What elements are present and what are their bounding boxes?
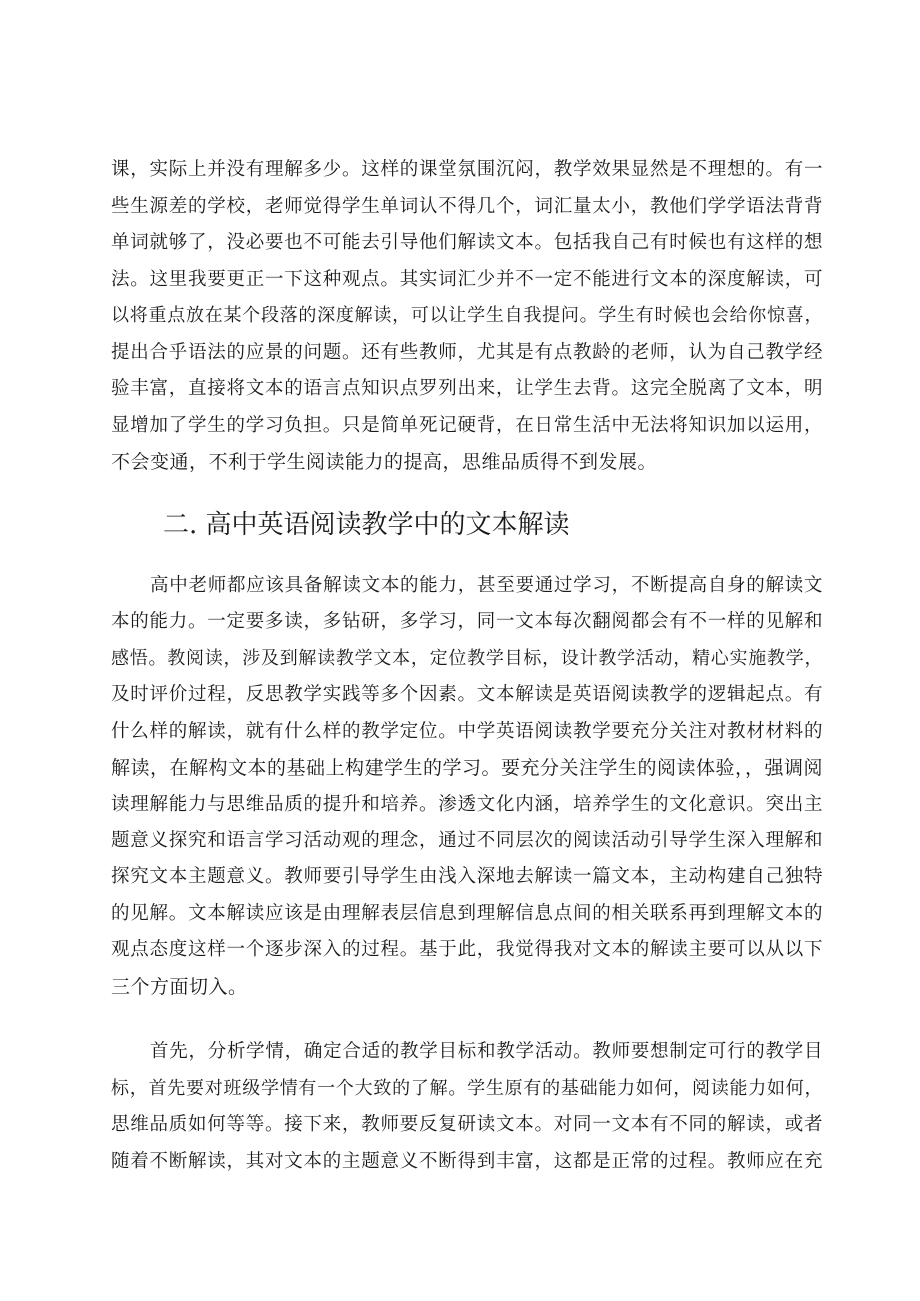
text-line: 读理解能力与思维品质的提升和培养。渗透文化内涵，培养学生的文化意识。突出主 — [111, 794, 823, 815]
text-line: 高中老师都应该具备解读文本的能力，甚至要通过学习，不断提高自身的解读文 — [150, 575, 823, 596]
text-line: 三个方面切入。 — [111, 976, 248, 998]
text-line: 感悟。教阅读，涉及到解读教学文本，定位教学目标，设计教学活动，精心实施教学， — [111, 648, 823, 669]
text-line: 单词就够了，没必要也不可能去引导他们解读文本。包括我自己有时候也有这样的想 — [111, 232, 823, 253]
text-line: 本的能力。一定要多读，多钻研，多学习，同一文本每次翻阅都会有不一样的见解和 — [111, 611, 823, 632]
text-line: 以将重点放在某个段落的深度解读，可以让学生自我提问。学生有时候也会给你惊喜， — [111, 305, 823, 326]
text-line: 随着不断解读，其对文本的主题意义不断得到丰富，这都是正常的过程。教师应在充 — [111, 1151, 823, 1172]
text-line: 不会变通，不利于学生阅读能力的提高，思维品质得不到发展。 — [111, 451, 658, 473]
text-line: 解读，在解构文本的基础上构建学生的学习。要充分关注学生的阅读体验，，强调阅 — [111, 757, 824, 779]
text-line: 探究文本主题意义。教师要引导学生由浅入深地去解读一篇文本，主动构建自己独特 — [111, 866, 823, 887]
text-line: 显增加了学生的学习负担。只是简单死记硬背，在日常生活中无法将知识加以运用， — [111, 415, 823, 436]
text-line: 题意义探究和语言学习活动观的理念，通过不同层次的阅读活动引导学生深入理解和 — [111, 830, 823, 851]
text-line: 法。这里我要更正一下这种观点。其实词汇少并不一定不能进行文本的深度解读，可 — [111, 269, 823, 290]
text-line: 些生源差的学校，老师觉得学生单词认不得几个，词汇量太小，教他们学学语法背背 — [111, 196, 823, 217]
text-line: 标，首先要对班级学情有一个大致的了解。学生原有的基础能力如何，阅读能力如何， — [111, 1078, 823, 1099]
text-line: 课，实际上并没有理解多少。这样的课堂氛围沉闷，教学效果显然是不理想的。有一 — [111, 159, 823, 180]
text-line: 验丰富，直接将文本的语言点知识点罗列出来，让学生去背。这完全脱离了文本，明 — [111, 378, 823, 399]
text-line: 思维品质如何等等。接下来，教师要反复研读文本。对同一文本有不同的解读，或者 — [111, 1114, 823, 1135]
section-heading: 二. 高中英语阅读教学中的文本解读 — [163, 510, 570, 540]
text-line: 提出合乎语法的应景的问题。还有些教师，尤其是有点教龄的老师，认为自己教学经 — [111, 342, 823, 363]
text-line: 首先，分析学情，确定合适的教学目标和教学活动。教师要想制定可行的教学目 — [150, 1041, 823, 1062]
text-line: 及时评价过程，反思教学实践等多个因素。文本解读是英语阅读教学的逻辑起点。有 — [111, 684, 823, 705]
text-line: 的见解。文本解读应该是由理解表层信息到理解信息点间的相关联系再到理解文本的 — [111, 903, 823, 924]
text-line: 什么样的解读，就有什么样的教学定位。中学英语阅读教学要充分关注对教材材料的 — [111, 721, 823, 742]
text-line: 观点态度这样一个逐步深入的过程。基于此，我觉得我对文本的解读主要可以从以下 — [111, 939, 823, 960]
